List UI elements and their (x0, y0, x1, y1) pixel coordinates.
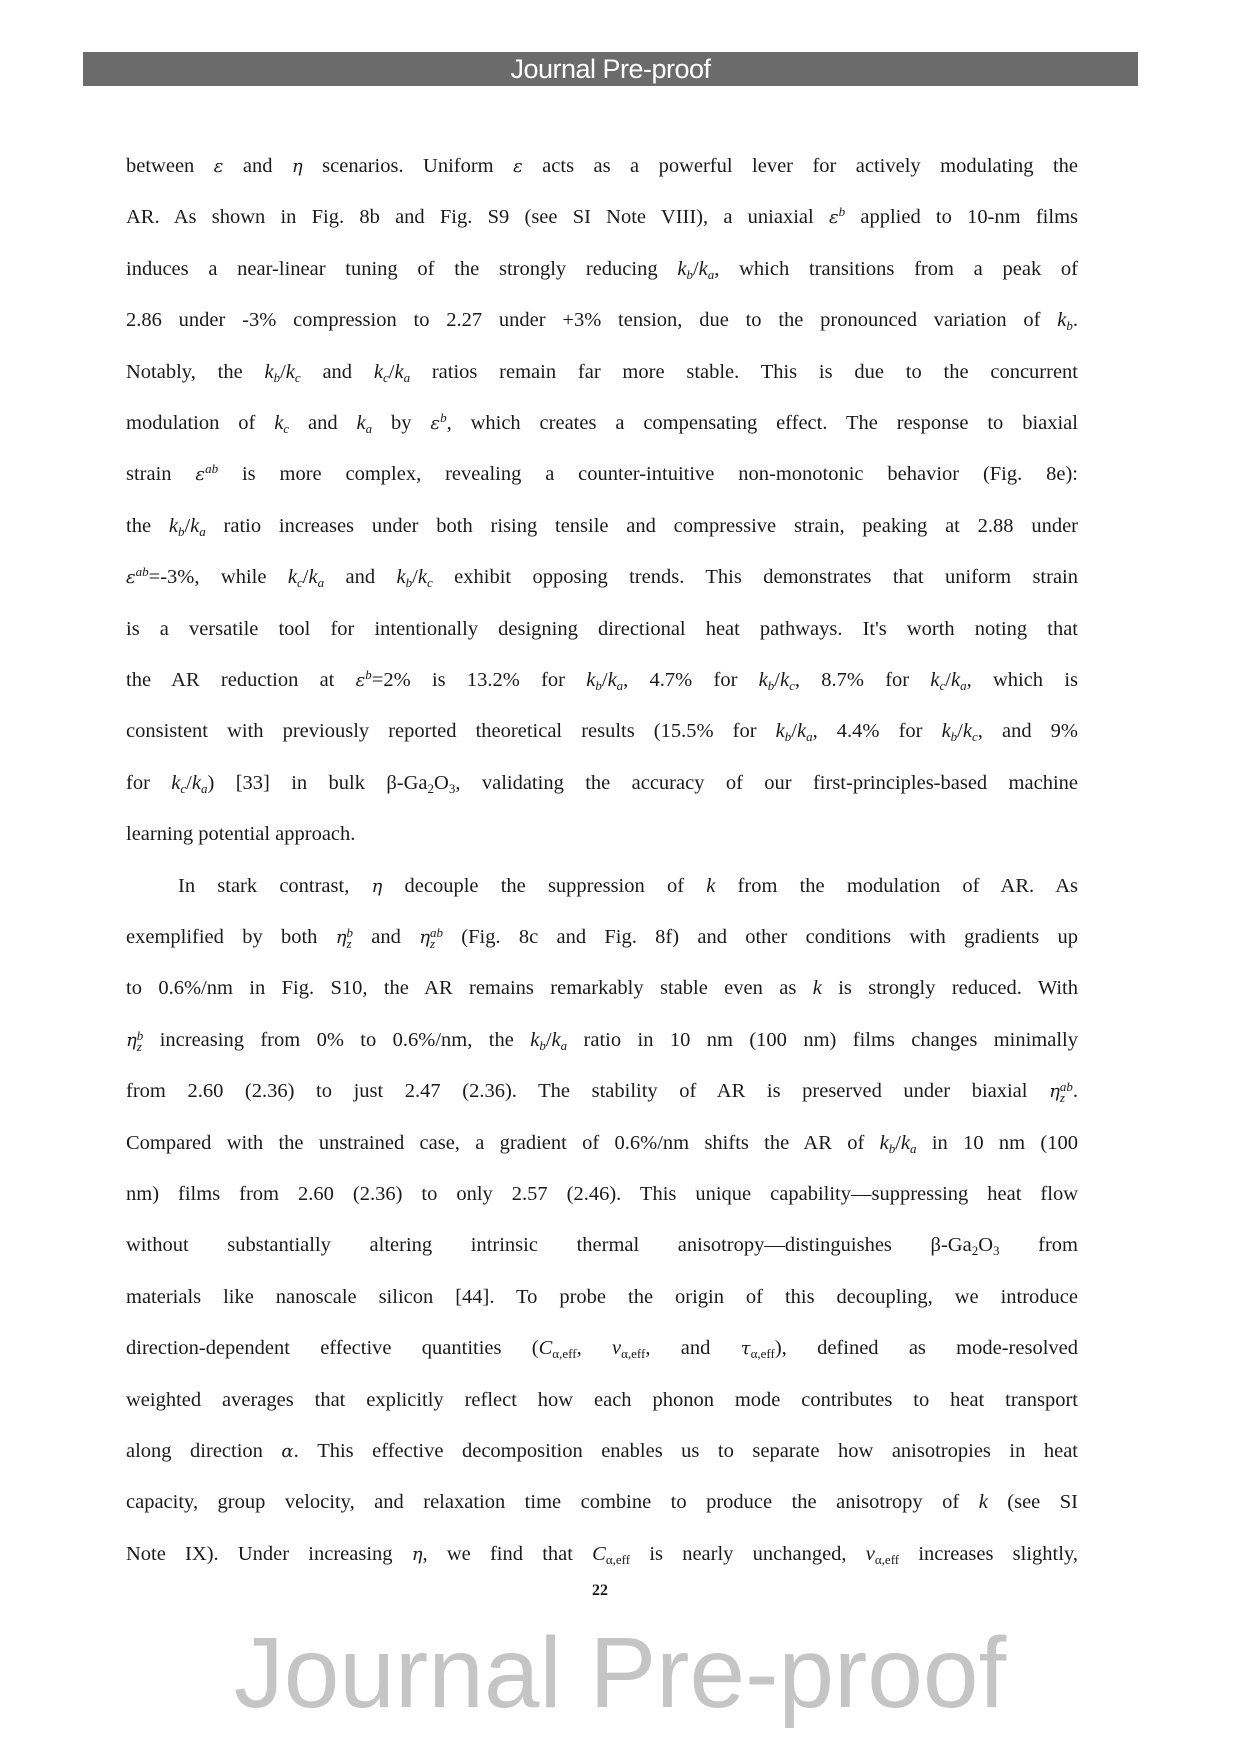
text-run: / (302, 566, 309, 589)
text-line (126, 1078, 1078, 1105)
text-run: , which transitions from a peak of (714, 257, 1078, 280)
math-base: k (190, 514, 200, 537)
subscript: a (317, 575, 325, 591)
math-base: k (900, 1131, 911, 1154)
page-number: 22 (592, 1582, 608, 1599)
text-run: without substantially altering intrinsic thermal anisotropy—distinguishes β-Ga (126, 1234, 972, 1257)
math-base: η (419, 927, 430, 948)
text-run: =2% is 13.2% for (371, 669, 587, 691)
text-line (126, 821, 1078, 847)
text-run: (Fig. 8c and Fig. 8f) and other conditions with gradients up (443, 926, 1079, 948)
math-base: k (879, 1131, 889, 1154)
math-base: k (812, 977, 822, 1000)
text-run: AR. As shown in Fig. 8b and Fig. S9 (see SI Note VIII), a uniaxial (126, 206, 829, 229)
subscript: α,eff (750, 1346, 775, 1362)
math-base: k (796, 720, 807, 743)
math-symbol (286, 361, 301, 383)
text-line (126, 204, 1078, 231)
text-run: between (126, 155, 214, 177)
math-base: η (126, 1029, 137, 1051)
superscript: ab (135, 564, 149, 580)
superscript: b (136, 1028, 144, 1044)
math-base: η (1049, 1081, 1060, 1103)
text-line (126, 1027, 1078, 1054)
math-base: ε (195, 464, 206, 486)
math-base: ε (213, 156, 224, 177)
math-base: k (930, 669, 940, 691)
text-line (126, 924, 1078, 951)
text-run: nm) films from 2.60 (2.36) to only 2.57 (2.46). This unique capability—suppressing heat flow (126, 1183, 1078, 1205)
math-symbol (214, 155, 224, 177)
subscript: a (707, 266, 715, 282)
text-line (126, 1181, 1078, 1207)
text-run: is a versatile tool for intentionally designing directional heat pathways. It's worth noting that (126, 617, 1078, 640)
subscript: a (616, 677, 624, 693)
text-run: from (999, 1234, 1078, 1257)
text-run: Note IX). Under increasing (126, 1542, 412, 1565)
math-symbol (374, 361, 389, 383)
math-symbol (292, 155, 303, 177)
math-symbol (740, 1337, 775, 1362)
subscript: z (1059, 1090, 1065, 1106)
math-symbol (796, 720, 813, 745)
subscript: a (806, 729, 813, 745)
text-run: exhibit opposing trends. This demonstrates that uniform strain (432, 566, 1078, 589)
math-base: v (611, 1337, 622, 1360)
superscript: b (838, 204, 846, 220)
text-run: in 10 nm (100 (916, 1131, 1078, 1154)
math-base: η (291, 156, 303, 177)
math-symbol (417, 566, 433, 591)
subscript: c (294, 369, 301, 385)
math-symbol (195, 463, 218, 485)
math-symbol (430, 409, 447, 434)
math-base: k (308, 566, 318, 589)
text-run: Notably, the (126, 360, 265, 383)
math-symbol (126, 1028, 144, 1055)
text-run: / (895, 1131, 901, 1154)
math-symbol (901, 1132, 917, 1154)
subscript: z (346, 936, 352, 952)
text-run: by (372, 412, 431, 434)
math-symbol (171, 772, 186, 794)
text-run: / (388, 360, 395, 383)
text-run: O (434, 771, 449, 794)
text-line (126, 461, 1078, 488)
text-run: / (186, 771, 192, 794)
text-run: modulation of (126, 412, 275, 434)
math-base: k (941, 720, 951, 743)
math-supsub (1059, 1079, 1073, 1106)
subscript: c (283, 420, 290, 436)
text-run: / (280, 360, 286, 383)
math-symbol (951, 669, 967, 691)
math-symbol (513, 155, 523, 177)
math-base: v (865, 1542, 875, 1565)
text-run: , (576, 1337, 612, 1360)
text-run: from 2.60 (2.36) to just 2.47 (2.36). The stability of AR is preserved under biaxial (126, 1080, 1050, 1103)
text-line (126, 616, 1078, 642)
subscript: c (426, 575, 433, 591)
watermark: Journal Pre-proof (233, 1617, 1007, 1729)
subscript: a (200, 780, 208, 796)
text-run: increases slightly, (899, 1542, 1078, 1565)
text-run: and (223, 155, 292, 177)
superscript: b (440, 409, 447, 425)
text-run: , and 9% (977, 720, 1078, 743)
text-run: Compared with the unstrained case, a gradient of 0.6%/nm shifts the AR of (126, 1131, 880, 1154)
math-base: k (171, 771, 181, 794)
subscript: b (595, 677, 602, 693)
subscript: α,eff (605, 1551, 631, 1567)
subscript: c (297, 575, 303, 591)
math-base: k (356, 412, 366, 434)
text-run: / (412, 566, 418, 589)
text-run: , and (645, 1337, 741, 1360)
subscript: b (888, 1140, 896, 1156)
text-line (126, 1438, 1078, 1465)
subscript: b (767, 677, 775, 693)
math-symbol (962, 720, 978, 745)
text-run: ratio increases under both rising tensile and compressive strain, peaking at 2.88 under (205, 514, 1079, 537)
math-base: k (607, 669, 617, 691)
text-run: and (353, 926, 420, 948)
math-base: k (962, 720, 972, 743)
text-line (126, 1541, 1078, 1568)
text-run: , 4.7% for (623, 669, 759, 691)
math-base: k (978, 1491, 988, 1514)
text-line (126, 1489, 1078, 1515)
text-line (126, 770, 1078, 796)
text-run: and (324, 566, 397, 589)
math-base: α (281, 1441, 294, 1462)
subscript: b (1066, 318, 1073, 334)
math-base: k (775, 720, 785, 743)
math-symbol (1057, 309, 1073, 334)
math-symbol (829, 206, 845, 228)
math-symbol (287, 566, 303, 591)
text-run: / (545, 1028, 552, 1051)
math-base: k (950, 669, 961, 691)
math-symbol (530, 1029, 546, 1051)
math-base: k (373, 360, 383, 383)
math-base: k (285, 360, 295, 383)
math-base: k (698, 257, 708, 280)
text-run: direction-dependent effective quantities ( (126, 1337, 539, 1360)
text-run: weighted averages that explicitly reflect how each phonon mode contributes to heat transport (126, 1388, 1078, 1411)
text-run: acts as a powerful lever for actively modulating the (522, 155, 1078, 177)
text-run: / (791, 720, 797, 743)
math-symbol (586, 669, 602, 691)
superscript: b (365, 666, 372, 682)
text-run: , we find that (422, 1542, 593, 1565)
subscript: c (789, 677, 795, 693)
math-base: k (530, 1028, 540, 1051)
text-line (126, 564, 1078, 591)
journal-preproof-banner: Journal Pre-proof (83, 52, 1138, 86)
math-symbol (169, 515, 185, 537)
text-line (126, 975, 1078, 1001)
math-base: k (191, 771, 201, 794)
text-line (126, 307, 1078, 333)
math-base: ε (355, 670, 366, 691)
text-line (126, 1232, 1078, 1258)
subscript: c (971, 729, 978, 745)
superscript: b (346, 925, 354, 941)
math-symbol (538, 1337, 577, 1362)
subscript: α,eff (552, 1346, 577, 1362)
subscript: b (950, 729, 958, 745)
math-symbol (880, 1132, 896, 1154)
math-base: k (264, 360, 274, 383)
text-line (126, 718, 1078, 744)
subscript: b (539, 1037, 546, 1053)
text-run: , 8.7% for (794, 669, 931, 691)
math-symbol (192, 772, 208, 794)
text-line (178, 873, 1078, 900)
math-base: ε (126, 567, 136, 589)
text-run: , validating the accuracy of our first-principles-based machine (455, 771, 1078, 794)
subscript: c (382, 369, 389, 385)
math-base: k (394, 360, 404, 383)
math-symbol (419, 925, 443, 952)
subscript: a (560, 1037, 568, 1053)
subscript: 2 (971, 1243, 979, 1259)
math-symbol (190, 515, 206, 537)
math-symbol (611, 1337, 646, 1362)
subscript: b (686, 266, 693, 282)
text-run: is strongly reduced. With (821, 977, 1078, 1000)
text-line (126, 410, 1078, 437)
math-base: k (1057, 309, 1067, 332)
math-symbol (608, 669, 624, 691)
subscript: 3 (993, 1243, 1000, 1259)
text-run: along direction (126, 1440, 282, 1462)
text-line (126, 1387, 1078, 1413)
text-run: for (126, 771, 172, 794)
math-symbol (126, 566, 149, 588)
math-base: C (538, 1337, 553, 1360)
text-run: from the modulation of AR. As (715, 874, 1078, 897)
math-symbol (308, 566, 325, 591)
math-symbol (1049, 1079, 1073, 1106)
math-base: η (335, 927, 347, 948)
text-run: ratio in 10 nm (100 nm) films changes minimally (567, 1028, 1078, 1051)
subscript: z (430, 936, 436, 952)
text-run: and (300, 360, 374, 383)
subscript: b (273, 369, 281, 385)
math-base: ε (430, 413, 441, 434)
subscript: z (136, 1039, 142, 1055)
math-symbol (677, 258, 693, 280)
text-run: . (1072, 309, 1078, 332)
text-run: =-3%, while (148, 566, 288, 589)
text-run: decouple the suppression of (382, 874, 707, 897)
math-symbol (930, 669, 945, 691)
text-run: / (692, 257, 699, 280)
subscript: c (939, 677, 946, 693)
math-base: τ (740, 1338, 751, 1360)
superscript: ab (430, 925, 443, 941)
text-run: learning potential approach. (126, 823, 356, 846)
math-base: k (168, 514, 178, 537)
math-symbol (699, 258, 715, 280)
math-symbol (335, 925, 354, 952)
math-base: C (592, 1542, 606, 1565)
math-base: k (287, 566, 298, 589)
text-run: increasing from 0% to 0.6%/nm, the (143, 1028, 531, 1051)
math-symbol (866, 1543, 899, 1565)
superscript: ab (1059, 1079, 1073, 1095)
text-run: materials like nanoscale silicon [44]. To probe the origin of this decoupling, we introduce (126, 1285, 1078, 1308)
text-run: scenarios. Uniform (302, 155, 514, 177)
math-base: k (779, 669, 790, 691)
text-run: the (126, 514, 169, 537)
math-base: k (396, 566, 406, 589)
text-run: is nearly unchanged, (630, 1542, 866, 1565)
subscript: b (784, 729, 792, 745)
math-symbol (281, 1440, 293, 1462)
math-symbol (813, 977, 822, 999)
text-run: O (978, 1234, 994, 1257)
math-symbol (759, 669, 775, 691)
text-line (126, 1284, 1078, 1310)
math-symbol (941, 720, 958, 745)
math-symbol (396, 566, 413, 591)
math-base: η (371, 875, 383, 897)
text-run: , which is (966, 669, 1078, 691)
subscript: b (177, 523, 185, 539)
subscript: b (405, 575, 413, 591)
math-symbol (706, 875, 715, 897)
math-base: k (677, 257, 687, 280)
subscript: 2 (427, 780, 435, 796)
math-symbol (372, 875, 383, 897)
subscript: α,eff (621, 1346, 646, 1362)
text-run: (see SI (987, 1491, 1078, 1514)
text-run: / (601, 669, 608, 691)
math-symbol (274, 412, 289, 434)
math-base: k (706, 874, 716, 897)
text-run: is more complex, revealing a counter-intuitive non-monotonic behavior (Fig. 8e): (218, 463, 1078, 486)
text-line (126, 153, 1078, 180)
superscript: ab (205, 461, 219, 477)
math-base: ε (513, 156, 523, 177)
text-run: 2.86 under -3% compression to 2.27 under +3% tension, due to the pronounced variation of (126, 309, 1058, 332)
text-run: / (774, 669, 780, 691)
text-run: . (1072, 1080, 1078, 1103)
text-line (126, 667, 1078, 694)
text-run: In stark contrast, (178, 874, 372, 897)
text-run: ratios remain far more stable. This is due to the concurrent (410, 360, 1078, 383)
math-symbol (355, 666, 372, 691)
math-symbol (780, 669, 795, 691)
subscript: a (199, 523, 206, 539)
math-symbol (979, 1491, 988, 1513)
math-symbol (412, 1543, 423, 1565)
text-run: / (945, 669, 951, 691)
text-run: / (957, 720, 963, 743)
subscript: a (910, 1140, 917, 1156)
text-run: induces a near-linear tuning of the strongly reducing (126, 257, 678, 280)
subscript: a (960, 677, 967, 693)
text-run: , which creates a compensating effect. The response to biaxial (446, 412, 1078, 434)
text-line (126, 1335, 1078, 1362)
subscript: c (180, 780, 187, 796)
text-run: / (184, 514, 191, 537)
text-line (126, 359, 1078, 385)
text-line (126, 256, 1078, 282)
math-base: η (411, 1543, 423, 1565)
math-symbol (775, 720, 792, 745)
subscript: a (365, 420, 373, 436)
math-symbol (357, 412, 373, 434)
text-run: applied to 10-nm films (845, 206, 1078, 229)
text-line (126, 513, 1078, 539)
text-run: capacity, group velocity, and relaxation time combine to produce the anisotropy of (126, 1491, 979, 1514)
math-symbol (394, 361, 410, 383)
math-base: k (551, 1028, 561, 1051)
math-base: k (274, 412, 284, 434)
text-run: ) [33] in bulk β-Ga (207, 771, 428, 794)
math-base: k (417, 566, 427, 589)
text-run: and (289, 412, 357, 434)
subscript: 3 (448, 780, 456, 796)
subscript: α,eff (874, 1551, 900, 1567)
math-base: ε (828, 207, 839, 229)
math-base: k (586, 669, 596, 691)
text-run: consistent with previously reported theoretical results (15.5% for (126, 720, 776, 743)
math-base: k (758, 669, 768, 691)
text-line (126, 1130, 1078, 1156)
subscript: a (403, 369, 411, 385)
text-run: ), defined as mode-resolved (774, 1337, 1078, 1360)
math-supsub (430, 925, 443, 952)
text-run: , 4.4% for (812, 720, 942, 743)
text-run: . This effective decomposition enables us to separate how anisotropies in heat (293, 1440, 1078, 1462)
text-run: to 0.6%/nm in Fig. S10, the AR remains remarkably stable even as (126, 977, 813, 1000)
text-run: exemplified by both (126, 926, 336, 948)
math-symbol (592, 1543, 630, 1565)
math-symbol (264, 361, 280, 383)
math-symbol (552, 1029, 568, 1051)
text-run: the AR reduction at (126, 669, 356, 691)
text-run: strain (126, 463, 196, 486)
